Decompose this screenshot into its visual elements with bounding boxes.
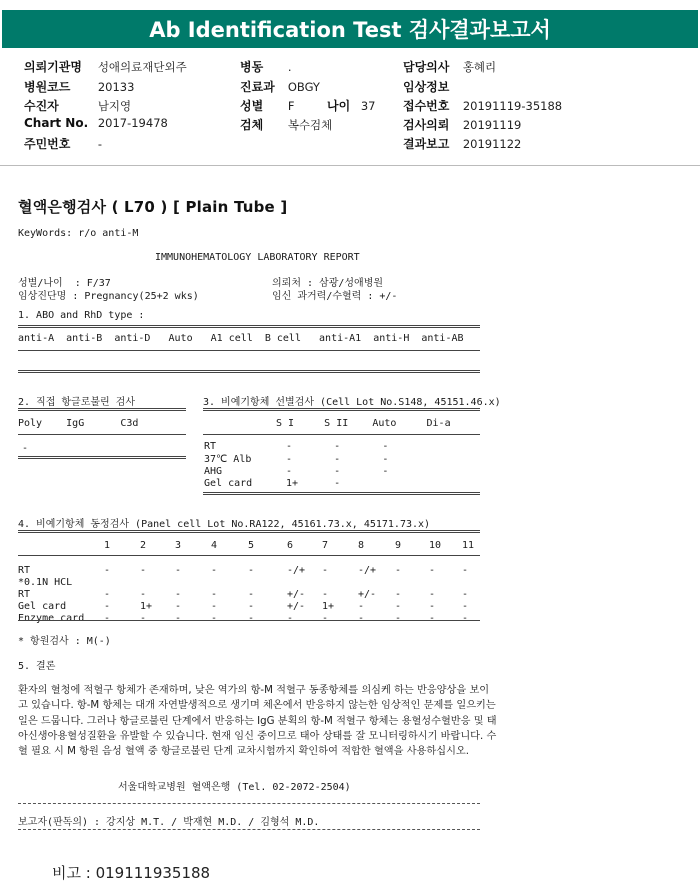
header-field-receipt-no: 접수번호 20191119-35188 <box>403 99 563 113</box>
panel-cell-header: 8 <box>358 540 365 551</box>
antibody-id-title: 4. 비예기항체 동정검사 (Panel cell Lot No.RA122, 45161.73.x, 45171.73.x) <box>18 519 431 530</box>
dashed-rule <box>18 803 480 804</box>
header-field-resident-no: 주민번호 - <box>24 137 102 151</box>
dat-result: - <box>22 443 29 454</box>
double-rule <box>203 408 480 411</box>
panel-cell: - <box>462 601 469 612</box>
panel-cell: 1+ <box>322 601 335 612</box>
header-field-clinical-info: 임상정보 <box>403 80 450 94</box>
double-rule <box>18 370 480 373</box>
panel-cell: -/+ <box>358 565 377 576</box>
dashed-rule <box>18 829 480 830</box>
antigen-test: * 항원검사 : M(-) <box>18 636 111 647</box>
panel-cell: - <box>140 613 147 624</box>
screen-row-label: 37℃ Alb <box>204 454 252 465</box>
panel-cell: - <box>140 589 147 600</box>
test-title: 혈액은행검사 ( L70 ) [ Plain Tube ] <box>18 198 288 216</box>
panel-cell: - <box>322 613 329 624</box>
double-rule <box>18 325 480 328</box>
panel-cell-header: 11 <box>462 540 475 551</box>
panel-cell: - <box>248 613 255 624</box>
panel-cell: - <box>429 613 436 624</box>
panel-cell: - <box>211 613 218 624</box>
header-field-agency: 의뢰기관명 성애의료재단외주 <box>24 60 187 74</box>
panel-cell-header: 10 <box>429 540 442 551</box>
reporters: 보고자(판독의) : 강지상 M.T. / 박재현 M.D. / 김형석 M.D. <box>18 817 320 828</box>
header-field-specimen: 검체 복수검체 <box>240 118 333 132</box>
panel-cell: - <box>248 565 255 576</box>
screen-row-values: 1+ - <box>286 478 341 489</box>
transfusion-history: 임신 과거력/수혈력 : +/- <box>272 291 398 302</box>
single-rule <box>18 620 480 621</box>
panel-cell: - <box>211 601 218 612</box>
keywords: KeyWords: r/o anti-M <box>18 228 139 239</box>
panel-cell: - <box>429 565 436 576</box>
panel-cell: - <box>322 565 329 576</box>
panel-cell: - <box>175 601 182 612</box>
panel-cell: - <box>248 601 255 612</box>
single-rule <box>203 434 480 435</box>
panel-cell: - <box>104 565 111 576</box>
panel-cell: - <box>462 613 469 624</box>
double-rule <box>18 530 480 533</box>
panel-cell: - <box>462 589 469 600</box>
panel-cell: - <box>429 601 436 612</box>
clinical-diagnosis: 임상진단명 : Pregnancy(25+2 wks) <box>18 291 199 302</box>
header-field-age: 나이 37 <box>327 99 376 113</box>
dat-title: 2. 직접 항글로불린 검사 <box>18 397 136 408</box>
screen-row-values: - - - <box>286 466 389 477</box>
header-field-report-date: 결과보고 20191122 <box>403 137 522 151</box>
panel-row-label: RT <box>18 589 31 600</box>
requester: 의뢰처 : 삼광/성애병원 <box>272 278 384 289</box>
panel-row-label: Gel card <box>18 601 67 612</box>
header-field-patient: 수진자 남지영 <box>24 99 132 113</box>
panel-cell-header: 6 <box>287 540 294 551</box>
panel-cell: - <box>322 589 329 600</box>
panel-cell: - <box>395 601 402 612</box>
remarks: 비고 : 019111935188 <box>52 864 211 882</box>
double-rule <box>203 492 480 495</box>
panel-cell-header: 2 <box>140 540 147 551</box>
panel-cell: - <box>358 601 365 612</box>
screen-row-label: Gel card <box>204 478 253 489</box>
antibody-screen-headers: S I S II Auto Di-a <box>276 418 451 429</box>
panel-cell-header: 9 <box>395 540 402 551</box>
single-rule <box>18 434 186 435</box>
hospital-contact: 서울대학교병원 혈액은행 (Tel. 02-2072-2504) <box>118 782 351 793</box>
screen-row-label: RT <box>204 441 217 452</box>
panel-cell: -/+ <box>287 565 306 576</box>
panel-cell: +/- <box>358 589 377 600</box>
panel-cell: - <box>395 589 402 600</box>
header-field-hospital-code: 병원코드 20133 <box>24 80 135 94</box>
lab-report-heading: IMMUNOHEMATOLOGY LABORATORY REPORT <box>155 252 360 263</box>
header-field-department: 진료과 OBGY <box>240 80 320 94</box>
header-field-doctor: 담당의사 홍혜리 <box>403 60 497 74</box>
header-field-ward: 병동 . <box>240 60 292 74</box>
antibody-screen-title: 3. 비예기항체 선별검사 (Cell Lot No.S148, 45151.46.x) <box>203 397 501 408</box>
panel-cell: - <box>462 565 469 576</box>
header-field-sex: 성별 F <box>240 99 295 113</box>
panel-cell: 1+ <box>140 601 153 612</box>
abo-rhd-headers: anti-A anti-B anti-D Auto A1 cell B cell anti-A1 anti-H anti-AB <box>18 333 464 344</box>
panel-cell: - <box>211 589 218 600</box>
double-rule <box>18 456 186 459</box>
abo-rhd-title: 1. ABO and RhD type : <box>18 310 145 321</box>
header-divider <box>0 165 700 166</box>
panel-cell-header: 7 <box>322 540 329 551</box>
panel-cell: +/- <box>287 601 306 612</box>
panel-cell-header: 5 <box>248 540 255 551</box>
panel-cell: - <box>104 601 111 612</box>
panel-cell: - <box>175 613 182 624</box>
panel-row-label: Enzyme card <box>18 613 85 624</box>
header-field-request-date: 검사의뢰 20191119 <box>403 118 522 132</box>
single-rule <box>18 555 480 556</box>
panel-cell: - <box>395 565 402 576</box>
conclusion-text: 환자의 혈청에 적혈구 항체가 존재하며, 낮은 역가의 항-M 적혈구 동종항체를 의심케 하는 반응양상을 보이고 있습니다. 항-M 항체는 대개 자연발생적으로 생기며 체온에서 반응하지 않는한 임상적인 문제를 일으키는 일은 드뭅니다. 그러나 항글로불린 단계에서 반응하는 IgG 분획의 항-M 적혈구 항체는 용혈성수혈반응 및 태아신생아용혈성질환을 유발할 수 있습니다. 현재 임신 중이므로 태아 상태를 잘 모니터링하시기 바랍니다. 수혈 필요 시 M 항원 음성 혈액 중 항글로불린 단계 교차시험까지 확인하여 적합한 혈액을 사용하십시오. <box>18 685 497 758</box>
panel-cell: - <box>211 565 218 576</box>
screen-row-label: AHG <box>204 466 223 477</box>
screen-row-values: - - - <box>286 441 389 452</box>
panel-cell-header: 3 <box>175 540 182 551</box>
panel-cell: - <box>104 613 111 624</box>
panel-cell-header: 4 <box>211 540 218 551</box>
panel-row-label: RT <box>18 565 31 576</box>
double-rule <box>18 408 186 411</box>
panel-row-label: *0.1N HCL <box>18 577 73 588</box>
screen-row-values: - - - <box>286 454 389 465</box>
panel-cell: - <box>104 589 111 600</box>
single-rule <box>18 350 480 351</box>
panel-cell: - <box>248 589 255 600</box>
panel-cell-header: 1 <box>104 540 111 551</box>
panel-cell: - <box>140 565 147 576</box>
title-banner <box>0 0 700 48</box>
panel-cell: - <box>287 613 294 624</box>
conclusion-title: 5. 결론 <box>18 661 56 672</box>
panel-cell: - <box>358 613 365 624</box>
header-field-chart-no: Chart No. 2017-19478 <box>24 116 168 130</box>
sex-age: 성별/나이 : F/37 <box>18 278 111 289</box>
panel-cell: - <box>429 589 436 600</box>
dat-headers: Poly IgG C3d <box>18 418 139 429</box>
panel-cell: - <box>175 589 182 600</box>
panel-cell: +/- <box>287 589 306 600</box>
panel-cell: - <box>175 565 182 576</box>
panel-cell: - <box>395 613 402 624</box>
report-title: Ab Identification Test 검사결과보고서 <box>2 10 698 48</box>
